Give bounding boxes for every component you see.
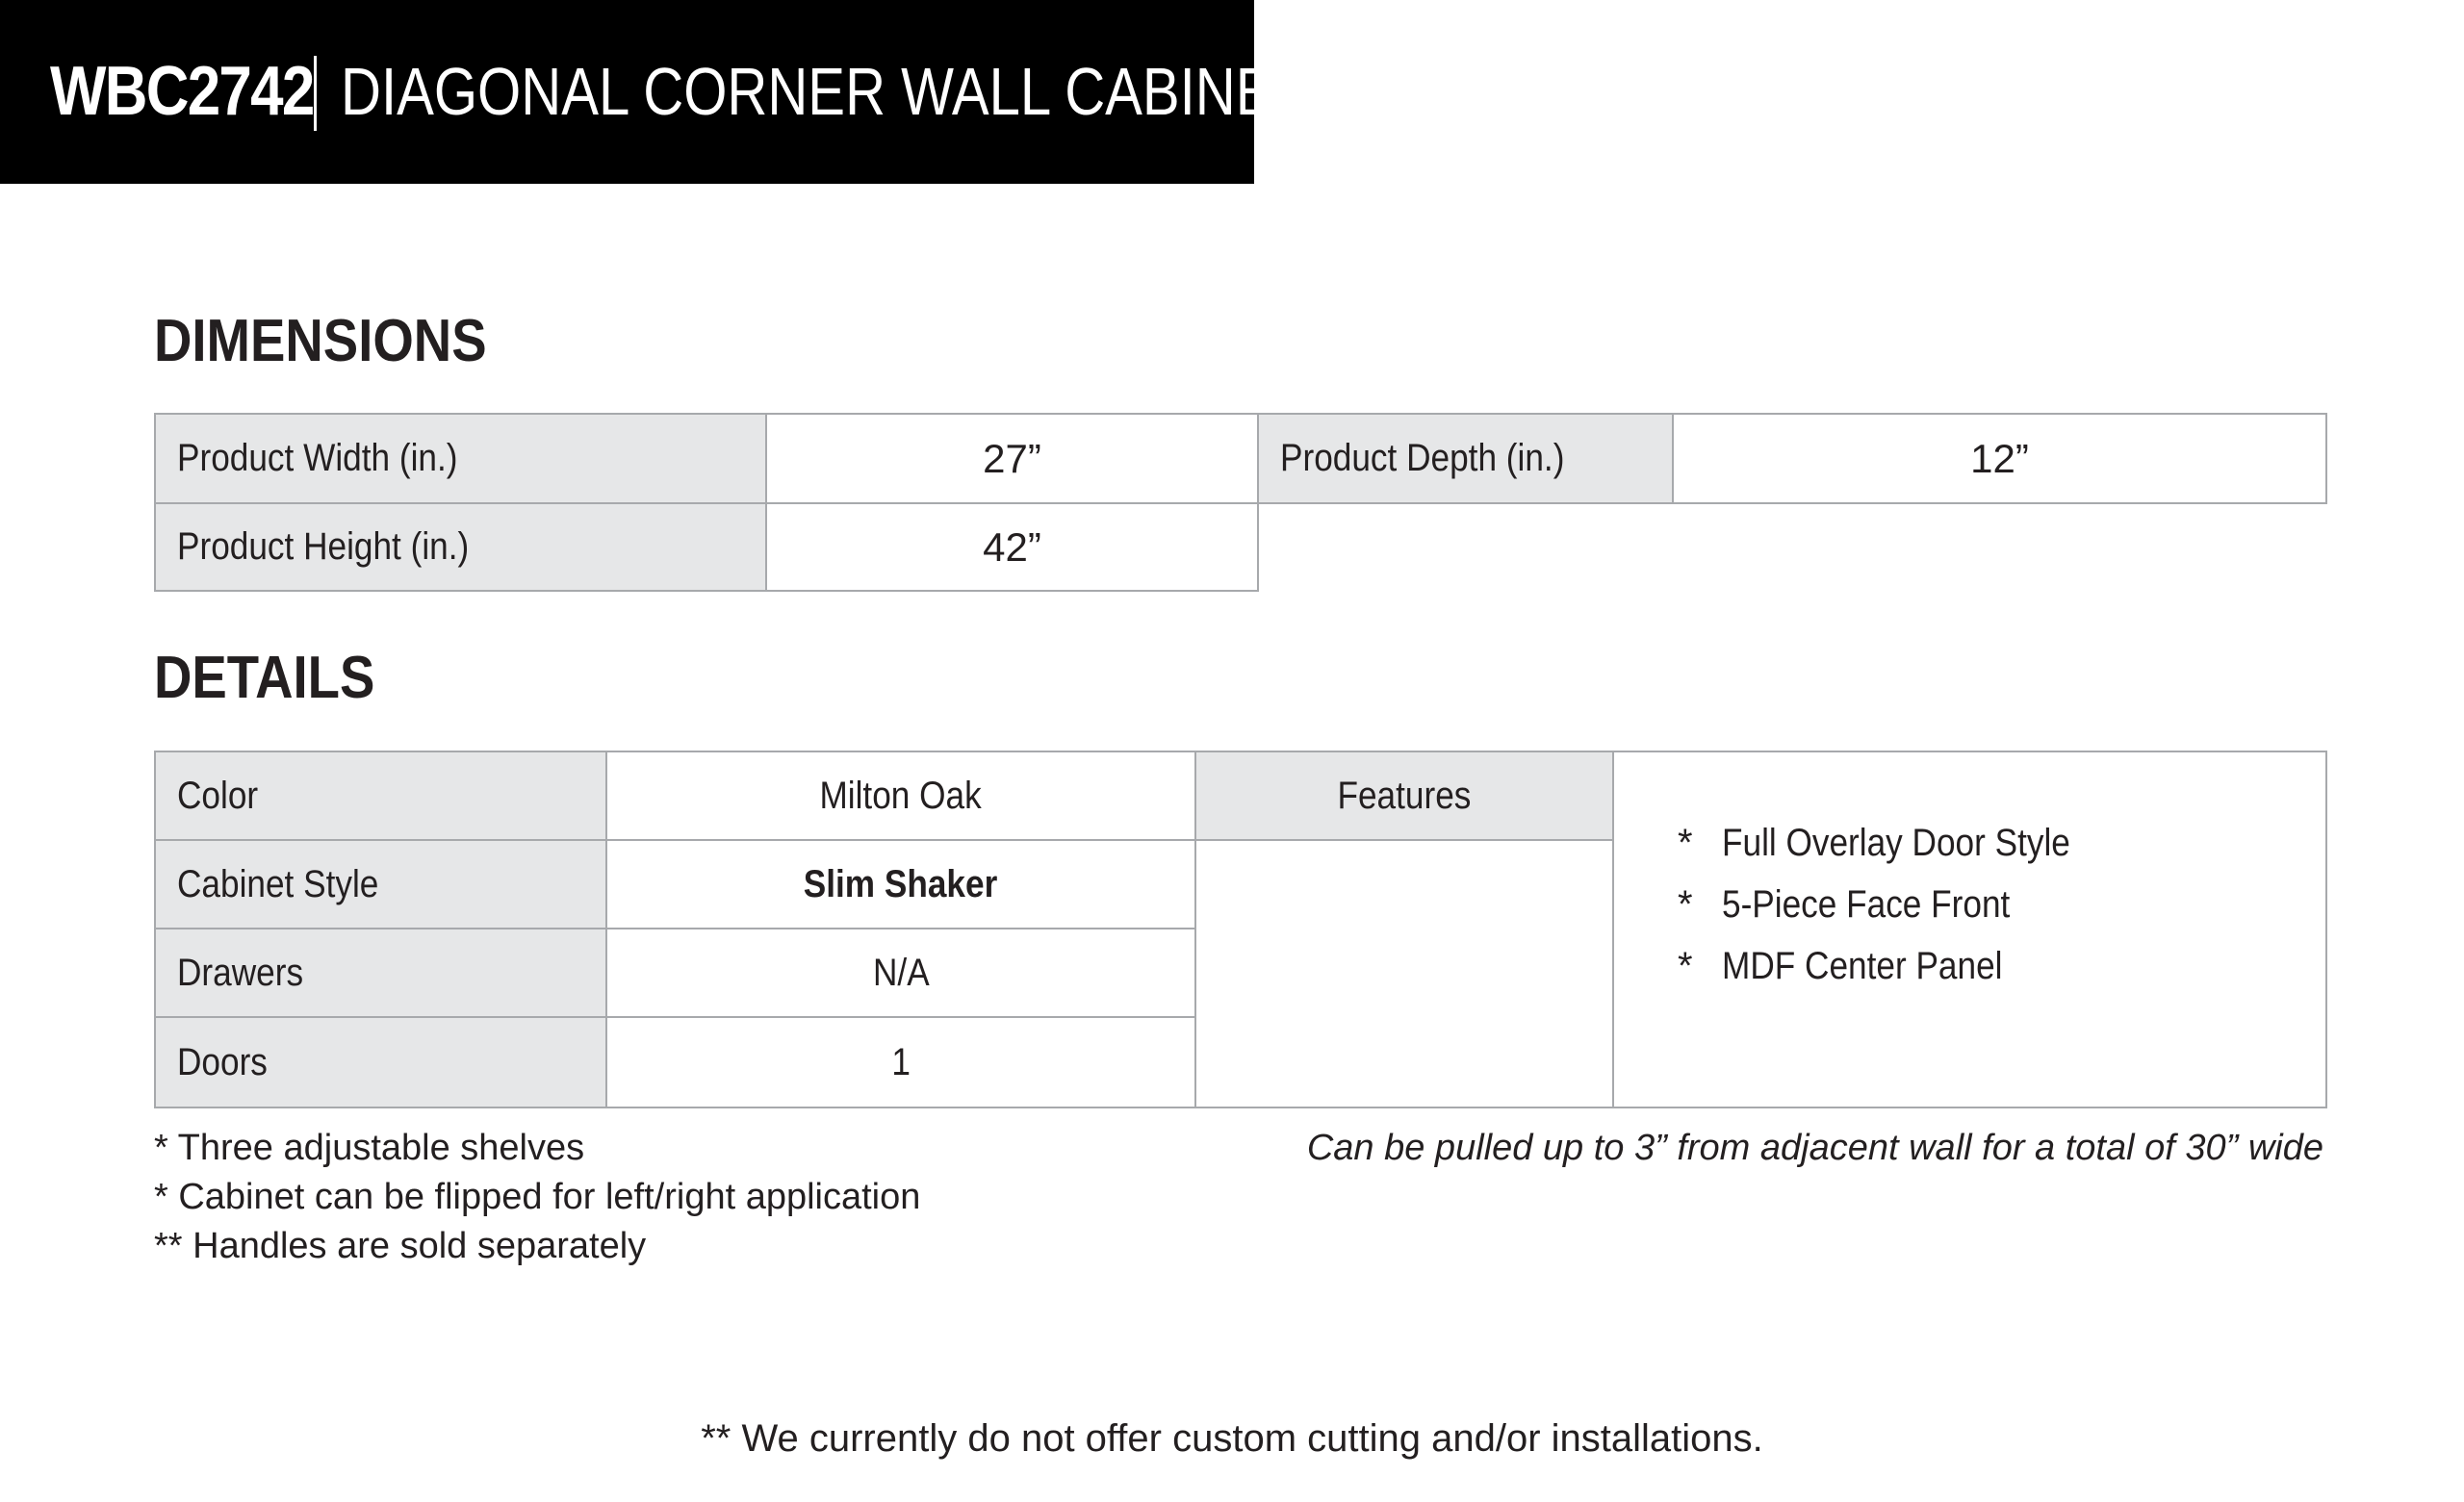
- doors-label: Doors: [177, 1040, 268, 1083]
- color-value-cell: [605, 751, 1196, 841]
- depth-value-cell: [1672, 413, 2327, 504]
- cabinet-style-value: Slim Shaker: [804, 862, 998, 905]
- feature-bullet: *: [1678, 883, 1693, 926]
- cabinet-style-label-cell: [154, 839, 607, 929]
- dimensions-heading: DIMENSIONS: [154, 308, 487, 374]
- features-list-cell: [1612, 751, 2327, 1108]
- color-label-cell: [154, 751, 607, 841]
- height-value-cell: [765, 502, 1259, 592]
- feature-text: Full Overlay Door Style: [1722, 822, 2070, 864]
- feature-text: MDF Center Panel: [1722, 945, 2003, 987]
- height-label: Product Height (in.): [177, 525, 470, 568]
- side-note: Can be pulled up to 3” from adjacent wall for a total of 30” wide: [1306, 1128, 2323, 1168]
- cabinet-style-label: Cabinet Style: [177, 862, 379, 905]
- product-code: WBC2742: [50, 53, 314, 130]
- title-divider: [314, 56, 317, 131]
- width-label-cell: [154, 413, 767, 504]
- drawers-value-cell: [605, 928, 1196, 1018]
- width-label: Product Width (in.): [177, 437, 458, 479]
- height-value: 42”: [983, 523, 1041, 570]
- doors-value: 1: [891, 1040, 911, 1083]
- details-heading: DETAILS: [154, 645, 375, 711]
- drawers-label: Drawers: [177, 951, 304, 994]
- color-value: Milton Oak: [819, 774, 983, 817]
- features-label: Features: [1337, 774, 1472, 817]
- depth-value: 12”: [1970, 435, 2029, 481]
- feature-item: [1678, 812, 2118, 874]
- depth-label-cell: [1257, 413, 1674, 504]
- title-bar: [0, 0, 1308, 184]
- drawers-label-cell: [154, 928, 607, 1018]
- note-line: ** Handles are sold separately: [154, 1226, 647, 1266]
- width-value-cell: [765, 413, 1259, 504]
- features-list: [1678, 812, 2118, 997]
- features-header-cell: [1194, 751, 1614, 841]
- notes-list: [154, 1124, 920, 1271]
- note-line: * Cabinet can be flipped for left/right application: [154, 1177, 921, 1217]
- color-label: Color: [177, 774, 259, 817]
- doors-label-cell: [154, 1016, 607, 1108]
- doors-value-cell: [605, 1016, 1196, 1108]
- feature-bullet: *: [1678, 822, 1693, 864]
- feature-text: 5-Piece Face Front: [1722, 883, 2011, 926]
- depth-label: Product Depth (in.): [1280, 437, 1565, 479]
- product-name: DIAGONAL CORNER WALL CABINET: [341, 54, 1308, 129]
- cabinet-style-value-cell: [605, 839, 1196, 929]
- height-label-cell: [154, 502, 767, 592]
- features-blank-cell: [1194, 839, 1614, 1108]
- footer-note: ** We currently do not offer custom cutting and/or installations.: [701, 1417, 1763, 1460]
- note-line: * Three adjustable shelves: [154, 1128, 585, 1168]
- width-value: 27”: [983, 435, 1041, 481]
- feature-item: [1678, 874, 2118, 935]
- feature-item: [1678, 935, 2118, 997]
- drawers-value: N/A: [872, 951, 930, 994]
- feature-bullet: *: [1678, 945, 1693, 987]
